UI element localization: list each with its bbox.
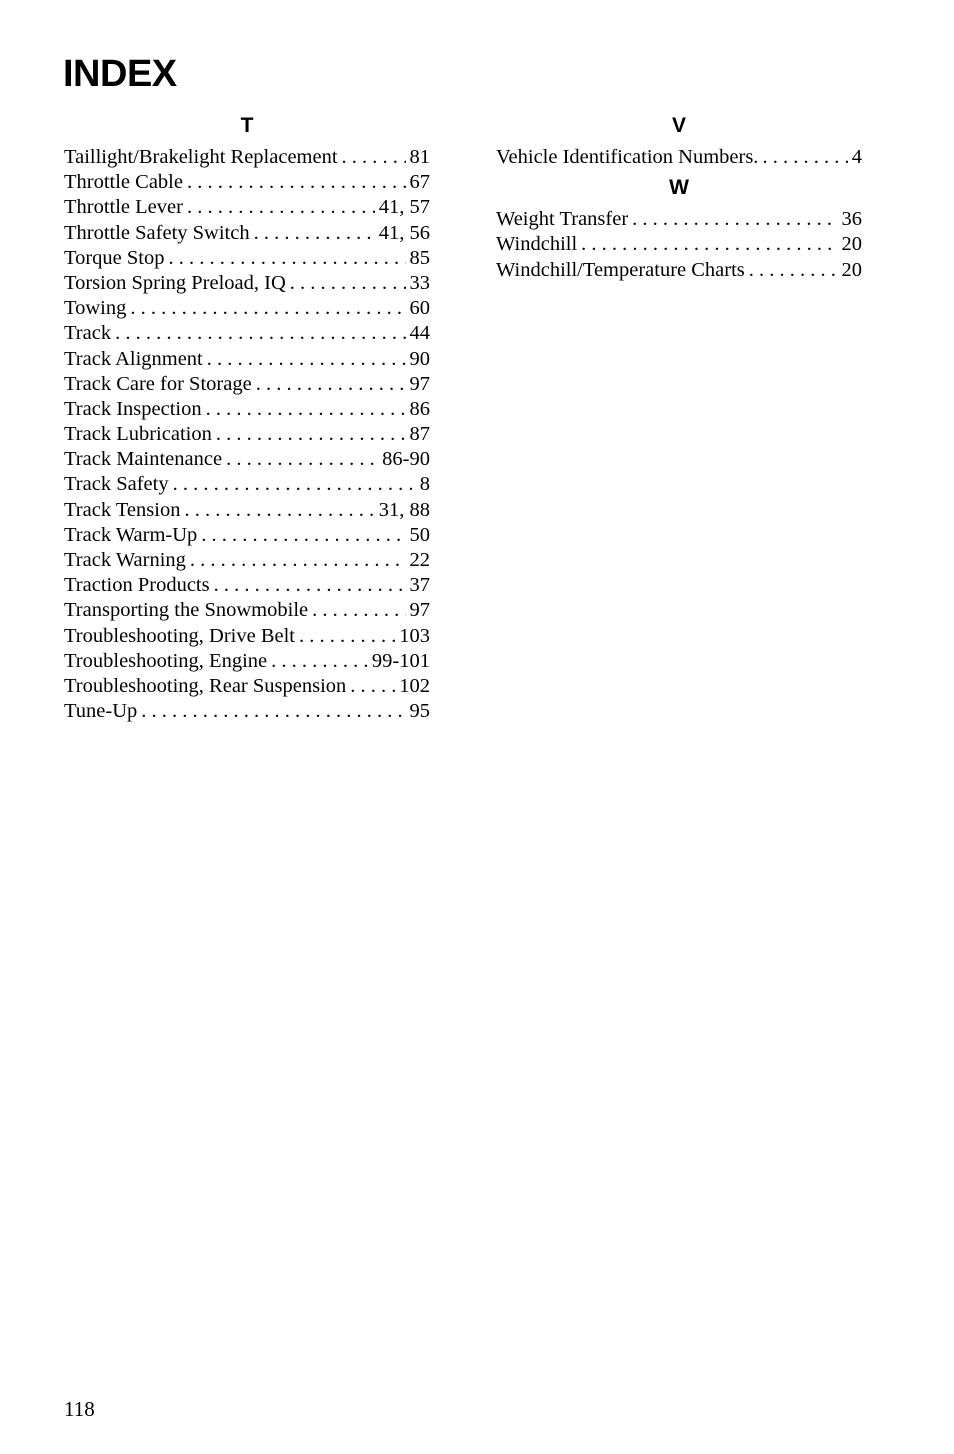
index-entry [64, 145, 430, 170]
entry-page-ref: 86 [409, 397, 430, 420]
dot-leader [581, 232, 837, 257]
index-entry-list [64, 145, 430, 724]
index-entry [496, 258, 862, 283]
index-entry-list [496, 145, 862, 170]
index-entry [64, 598, 430, 623]
entry-page-ref: 95 [409, 700, 430, 723]
section-letter: V [671, 114, 686, 137]
entry-term: Vehicle Identification Numbers. [496, 146, 759, 168]
entry-term: Throttle Cable [64, 171, 183, 194]
entry-page-ref: 60 [409, 297, 430, 320]
entry-page-ref: 97 [409, 372, 430, 395]
entry-term: Towing [64, 297, 127, 320]
dot-leader [214, 573, 406, 598]
index-entry [64, 472, 430, 497]
entry-term: Torque Stop [64, 246, 165, 269]
section-letter: T [240, 114, 254, 137]
entry-term: Track Safety [64, 473, 169, 496]
entry-page-ref: 87 [409, 423, 430, 446]
dot-leader [312, 598, 405, 623]
entry-term: Throttle Lever [64, 196, 183, 219]
entry-page-ref: 103 [399, 624, 430, 647]
dot-leader [216, 422, 406, 447]
entry-page-ref: 22 [409, 549, 430, 571]
entry-term: Track Maintenance [64, 448, 223, 471]
entry-term: Troubleshooting, Engine [64, 649, 268, 672]
entry-page-ref: 50 [409, 523, 430, 546]
dot-leader [169, 246, 406, 271]
index-entry [64, 523, 430, 548]
dot-leader [632, 207, 837, 232]
entry-term: Track Lubrication [64, 423, 212, 446]
index-entry [64, 347, 430, 372]
entry-page-ref: 37 [409, 574, 430, 597]
index-entry [64, 699, 430, 724]
dot-leader [254, 221, 375, 246]
dot-leader [173, 472, 416, 497]
dot-leader [350, 674, 395, 699]
index-entry [64, 573, 430, 598]
entry-term: Traction Products [64, 574, 210, 597]
dot-leader [271, 649, 368, 674]
dot-leader [762, 145, 847, 170]
index-entry [64, 422, 430, 447]
entry-term: Track Inspection [64, 397, 202, 420]
entry-term: Windchill [496, 233, 578, 256]
dot-leader [141, 699, 405, 724]
dot-leader [749, 258, 838, 283]
entry-term: Track Tension [64, 498, 181, 521]
entry-page-ref: 8 [419, 473, 430, 496]
entry-page-ref: 4 [851, 146, 862, 168]
dot-leader [206, 397, 406, 422]
entry-term: Weight Transfer [496, 208, 629, 231]
index-entry [64, 170, 430, 195]
entry-term: Windchill/Temperature Charts [496, 258, 745, 281]
entry-term: Troubleshooting, Rear Suspension [64, 674, 347, 697]
section-letter: W [669, 176, 689, 200]
index-entry [496, 207, 862, 232]
dot-leader [184, 498, 374, 523]
dot-leader [299, 624, 395, 649]
entry-page-ref: 85 [409, 246, 430, 269]
index-entry [64, 195, 430, 220]
index-entry [64, 624, 430, 649]
entry-term: Transporting the Snowmobile [64, 599, 309, 622]
index-entry [64, 221, 430, 246]
dot-leader [342, 145, 406, 170]
index-entry [64, 397, 430, 422]
entry-page-ref: 31, 88 [378, 498, 430, 521]
dot-leader [187, 170, 406, 195]
entry-page-ref: 36 [841, 208, 862, 231]
index-section-t [64, 114, 430, 724]
dot-leader [201, 523, 405, 548]
entry-page-ref: 97 [409, 599, 430, 622]
entry-page-ref: 20 [841, 258, 862, 281]
dot-leader [290, 271, 406, 296]
index-section-w [496, 176, 862, 283]
index-entry [64, 321, 430, 346]
entry-term: Track [64, 322, 112, 345]
entry-term: Throttle Safety Switch [64, 221, 250, 244]
entry-page-ref: 44 [409, 322, 430, 345]
entry-term: Tune-Up [64, 700, 138, 723]
page-number: 118 [64, 1397, 95, 1421]
index-entry [64, 372, 430, 397]
entry-page-ref: 86-90 [382, 448, 430, 471]
entry-page-ref: 67 [409, 171, 430, 194]
entry-page-ref: 99-101 [371, 649, 430, 672]
entry-term: Track Care for Storage [64, 372, 252, 395]
index-entry-list [496, 207, 862, 283]
entry-term: Track Alignment [64, 347, 203, 370]
index-entry [496, 145, 862, 170]
index-entry [64, 296, 430, 321]
entry-page-ref: 33 [409, 271, 430, 294]
index-entry [64, 548, 430, 573]
entry-term: Taillight/Brakelight Replacement [64, 146, 338, 168]
dot-leader [256, 372, 406, 397]
entry-page-ref: 41, 57 [378, 196, 430, 219]
index-entry [64, 246, 430, 271]
entry-term: Troubleshooting, Drive Belt [64, 624, 296, 647]
entry-page-ref: 20 [841, 233, 862, 256]
dot-leader [115, 321, 405, 346]
entry-page-ref: 41, 56 [378, 221, 430, 244]
entry-page-ref: 102 [399, 674, 430, 697]
index-entry [496, 232, 862, 257]
index-entry [64, 271, 430, 296]
index-section-v [496, 114, 862, 170]
dot-leader [226, 447, 378, 472]
index-column-left [64, 114, 430, 730]
dot-leader [130, 296, 405, 321]
index-entry [64, 498, 430, 523]
entry-term: Track Warm-Up [64, 523, 198, 546]
entry-term: Torsion Spring Preload, IQ [64, 271, 286, 294]
index-entry [64, 674, 430, 699]
dot-leader [190, 548, 406, 573]
dot-leader [187, 195, 375, 220]
entry-term: Track Warning [64, 549, 186, 571]
entry-page-ref: 90 [409, 347, 430, 370]
index-column-right [496, 114, 862, 289]
page-title: INDEX [63, 53, 177, 95]
dot-leader [207, 347, 406, 372]
entry-page-ref: 81 [409, 146, 430, 168]
index-entry [64, 447, 430, 472]
index-entry [64, 649, 430, 674]
